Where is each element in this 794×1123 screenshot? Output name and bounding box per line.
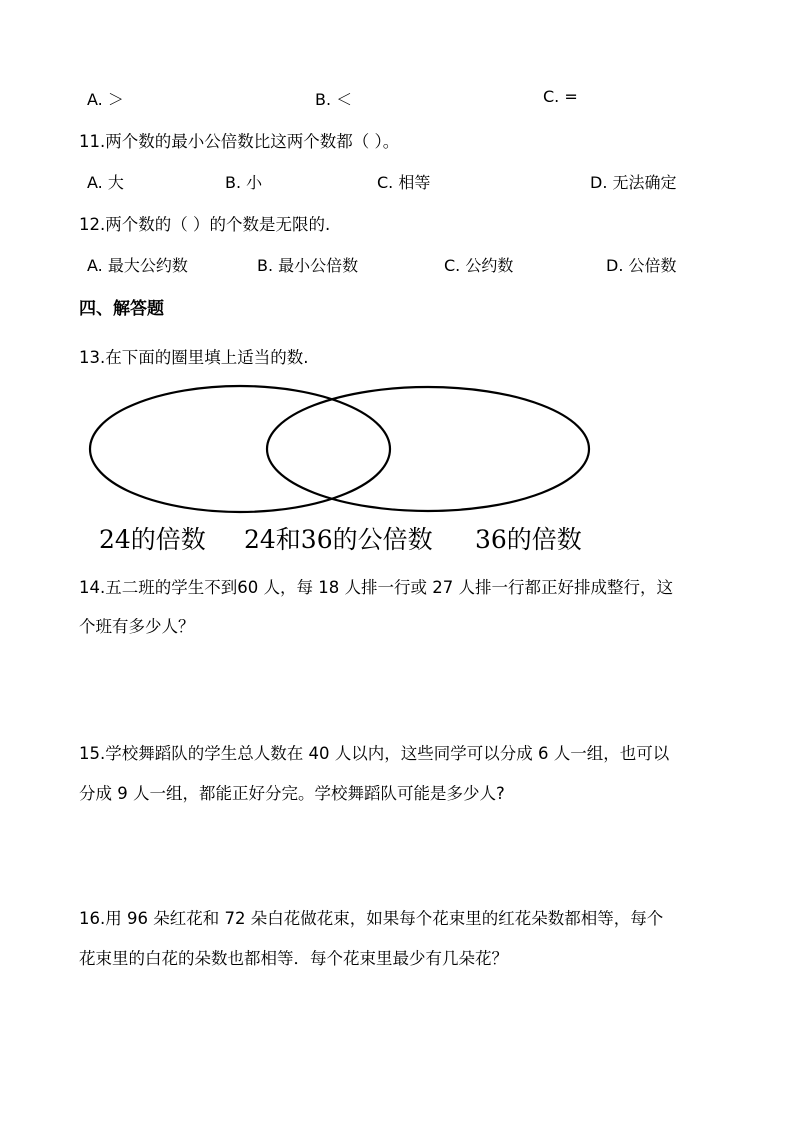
q14-line-1: 14.五二班的学生不到60 人，每 18 人排一行或 27 人排一行都正好排成整行，这	[79, 578, 673, 597]
venn-ellipse-left	[90, 386, 390, 512]
q10-option-b: B. ＜	[315, 90, 353, 109]
q15-line-1: 15.学校舞蹈队的学生总人数在 40 人以内，这些同学可以分成 6 人一组，也可以	[79, 744, 670, 763]
q16-line-1: 16.用 96 朵红花和 72 朵白花做花束，如果每个花束里的红花朵数都相等，每个	[79, 909, 664, 928]
q12-option-a: A. 最大公约数	[87, 256, 188, 275]
q10-option-c: C. =	[543, 87, 578, 106]
venn-label-middle: 24和36的公倍数	[244, 525, 433, 554]
q14-line-2: 个班有多少人？	[79, 617, 195, 636]
q11-option-d: D. 无法确定	[590, 173, 677, 192]
q12-option-d: D. 公倍数	[606, 256, 677, 275]
q11-option-c: C. 相等	[377, 173, 431, 192]
q11-option-a: A. 大	[87, 173, 124, 192]
q10-option-a: A. ＞	[87, 90, 124, 109]
venn-ellipse-right	[267, 387, 589, 511]
venn-label-left: 24的倍数	[99, 525, 206, 554]
q13-question: 13.在下面的圈里填上适当的数.	[79, 348, 309, 367]
q16-line-2: 花束里的白花的朵数也都相等．每个花束里最少有几朵花？	[79, 949, 508, 968]
venn-label-right: 36的倍数	[475, 525, 582, 554]
section-heading: 四、解答题	[79, 299, 164, 319]
q12-option-c: C. 公约数	[444, 256, 514, 275]
q11-question: 11.两个数的最小公倍数比这两个数都（ ）。	[79, 132, 400, 151]
q15-line-2: 分成 9 人一组，都能正好分完。学校舞蹈队可能是多少人?	[79, 784, 505, 803]
q12-option-b: B. 最小公倍数	[257, 256, 359, 275]
q12-question: 12.两个数的（ ）的个数是无限的.	[79, 215, 331, 234]
q11-option-b: B. 小	[225, 173, 263, 192]
